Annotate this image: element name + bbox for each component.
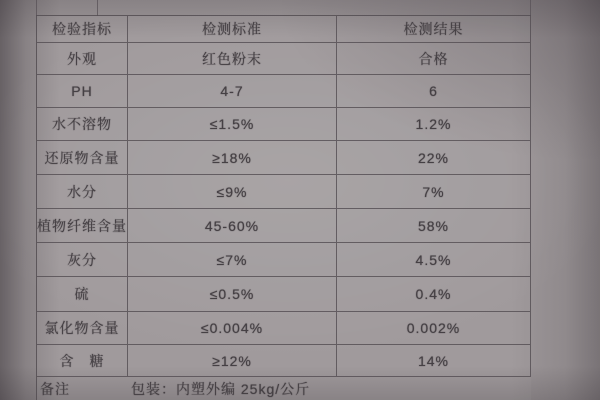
cell-result: 6 — [429, 83, 438, 99]
cell-result: 1.2% — [415, 116, 452, 132]
cell-indicator: 水分 — [37, 175, 128, 208]
table-header-row — [37, 16, 531, 43]
header-indicator: 检验指标 — [37, 16, 128, 42]
cell-result: 7% — [422, 183, 445, 200]
cell-indicator: 含 糖 — [37, 345, 128, 376]
cell-standard: 45-60% — [128, 209, 337, 242]
cell-standard: ≥18% — [128, 141, 337, 174]
cell-indicator: 外观 — [37, 43, 128, 74]
cell-standard: 红色粉末 — [128, 43, 337, 74]
cell-standard: ≤9% — [128, 175, 337, 208]
header-result: 检测结果 — [403, 21, 464, 37]
cell-standard: 4-7 — [128, 75, 337, 107]
cell-indicator: 灰分 — [37, 243, 128, 276]
table-row — [37, 312, 531, 345]
cropped-rule-right — [530, 0, 531, 16]
table-row — [37, 75, 531, 108]
table-row — [37, 345, 531, 377]
cell-result: 22% — [417, 149, 450, 166]
cell-result: 58% — [417, 217, 450, 234]
cell-standard: ≥12% — [128, 345, 337, 376]
table-row — [37, 209, 531, 243]
cell-result: 0.4% — [415, 286, 452, 302]
cell-indicator: 硫 — [37, 277, 128, 311]
table-row — [37, 141, 531, 175]
cell-indicator: 氯化物含量 — [37, 312, 128, 344]
cropped-rule-mid — [97, 0, 98, 16]
cell-result: 0.002% — [406, 320, 461, 336]
cell-standard: ≤0.5% — [128, 277, 337, 311]
table-row — [37, 243, 531, 277]
table-row — [37, 43, 531, 75]
cell-result: 14% — [417, 352, 450, 369]
remark-label: 备注 — [40, 380, 70, 397]
inspection-table — [36, 15, 531, 400]
cell-indicator: 植物纤维含量 — [37, 209, 128, 242]
remark-text: 包装：内塑外编 25kg/公斤 — [131, 380, 311, 397]
header-standard: 检测标准 — [128, 16, 337, 42]
cell-standard: ≤7% — [128, 243, 337, 276]
cell-standard: ≤0.004% — [128, 312, 337, 344]
cell-result: 4.5% — [415, 251, 452, 268]
cell-indicator: 水不溶物 — [37, 108, 128, 140]
table-row — [37, 277, 531, 312]
cell-indicator: 还原物含量 — [37, 141, 128, 174]
remark-row — [37, 377, 531, 400]
table-row — [37, 175, 531, 209]
cell-result: 合格 — [418, 50, 449, 67]
cropped-rule-left — [36, 0, 37, 16]
cell-standard: ≤1.5% — [128, 108, 337, 140]
table-row — [37, 108, 531, 141]
cell-indicator: PH — [37, 75, 128, 107]
